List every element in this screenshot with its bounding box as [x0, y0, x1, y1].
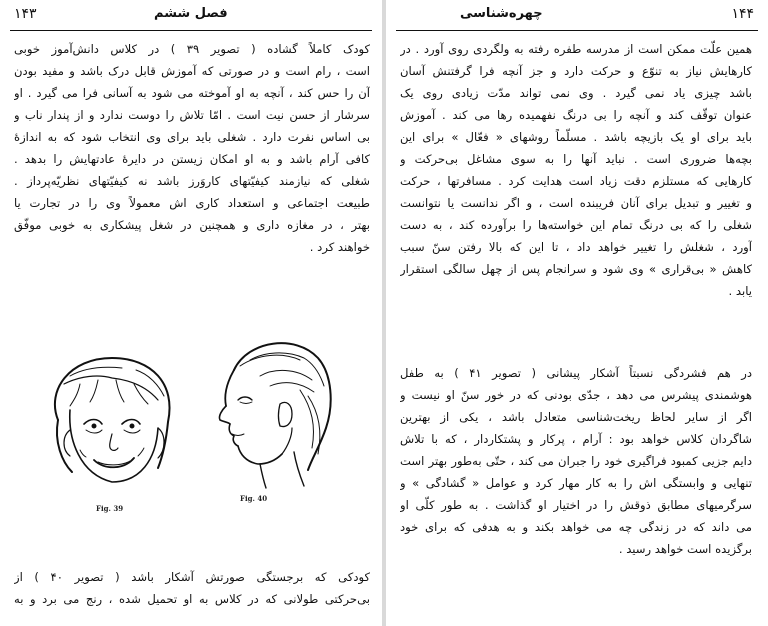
text-line: عنوان توقّف کند و آنچه را بی درنگ نفهمیده رها می کند . آموزش — [400, 108, 752, 122]
left-page-header — [14, 6, 368, 28]
text-line: شغلی را که بی درنگ تمام این خواسته‌ها را برآورده کند ، به دست — [400, 218, 752, 232]
text-line: بهتر ، در مغازه داری و همچنین در شغل پیشکاری به خوبی موفّق — [14, 218, 370, 232]
text-line: خواهند کرد . — [309, 240, 370, 254]
text-line: و تغییر و تبدیل برای آنان فریبنده است ، و اگر ندانست یا نتوانست — [400, 196, 752, 210]
child-face-front-illustration — [40, 350, 185, 500]
text-line: آورد ، شغلش را تغییر خواهد داد ، تا این که بالا رفتن سنّ سبب — [400, 240, 752, 254]
text-line: اگر از سایر لحاظ ریخت‌شناسی متعادل باشد ، یکی از بهترین — [400, 410, 752, 424]
right-paragraph-1 — [400, 38, 752, 302]
right-page — [386, 0, 768, 626]
text-line: کارهایی که مستلزم دقت زیاد است هدایت کرد . مسافرتها ، حرکت — [400, 174, 752, 188]
text-line: سرشار از حسن نیت است . امّا تلاش را دوست ندارد و از پندار ناب و — [14, 108, 370, 122]
text-line: طبیعت اجتماعی و استعداد کاری اش معمولاً وی را در تجارت یا — [14, 196, 370, 210]
text-line: شغلی که نیازمند کیفیّتهای کاروَرز باشد نه کیفیّتهای نظریّه‌پرداز . — [14, 174, 370, 188]
left-page — [0, 0, 382, 626]
right-running-head: چهره‌شناسی — [460, 6, 543, 21]
text-line: کافی آرام باشد و به او امکان زیستن در دایرهٔ عادتهایش را بدهد . — [14, 152, 370, 166]
text-line: کارهایش نیاز به تنوّع و حرکت دارد و جز آنچه فرا گرفتنش آسان — [400, 64, 752, 78]
left-running-head: فصل ششم — [154, 6, 228, 21]
text-line: دایم جزیی کمبود فراگیری خود را جبران می کند ، حتّی به‌طور بهتر است — [400, 454, 752, 468]
text-line: است ، رام است و در صورتی که آموزش قابل درک باشد و مفید بودن — [14, 64, 370, 78]
text-line: سرگرمیهای مطابق ذوقش را در اختیار او گذاشت . به طور کلّی او — [400, 498, 752, 512]
text-line: تنهایی و وابستگی اش را به کار مهار کرد و عوامل « گشادگی » و — [400, 476, 752, 490]
figure-39-child-face-drawing — [40, 350, 185, 500]
text-line: بی‌حرکتی طولانی که در کلاس به او تحمیل شده ، رنج می برد و به — [14, 592, 370, 606]
figure-40-caption: Fig. 40 — [240, 494, 268, 503]
right-page-number: ۱۴۴ — [731, 6, 754, 22]
text-line: هوشمندی پیشرس می دهد ، جدّی بودنی که در خور سنّ او نیست و — [400, 388, 752, 402]
text-line: برگزیده است خواهد رسید . — [618, 542, 752, 556]
child-face-profile-illustration — [200, 330, 340, 490]
text-line: کودکی که برجستگی صورتش آشکار باشد ( تصویر ۴۰ ) از — [14, 570, 370, 584]
text-line: در هم فشردگی نسبتاً آشکار پیشانی ( تصویر ۴۱ ) به طفل — [400, 366, 752, 380]
text-line: کاهش « بی‌قراری » وی شود و سرانجام پس از چهل سالگی استقرار — [400, 262, 752, 276]
text-line: یابد . — [728, 284, 752, 298]
left-paragraph-1 — [14, 38, 370, 258]
text-line: بی اساس نفرت دارد . شغلی باید برای وی انتخاب شود که به اندازهٔ — [14, 130, 370, 144]
left-page-number: ۱۴۳ — [14, 6, 37, 22]
text-line: می داند که در زندگی چه می خواهد بکند و به هدفی که برای خود — [400, 520, 752, 534]
text-line: آن را حس کند ، آنچه به او آموخته می شود به آسانی فرا می گیرد . او — [14, 86, 370, 100]
text-line: کودک کاملاً گشاده ( تصویر ۳۹ ) در کلاس دانش‌آموز خوبی — [14, 42, 370, 56]
right-paragraph-2 — [400, 362, 752, 560]
text-line: همین علّت ممکن است از مدرسه طفره رفته به ولگردی روی آورد . در — [400, 42, 752, 56]
right-header-rule — [396, 30, 758, 31]
figure-39-caption: Fig. 39 — [96, 504, 124, 513]
left-header-rule — [10, 30, 372, 31]
text-line: باید برای او یک بازیچه باشد . مسلّماً روشهای « فعّال » برای این — [400, 130, 752, 144]
text-line: شاگردان کلاس خواهد بود : آرام ، پرکار و پشتکاردار ، که با تلاش — [400, 432, 752, 446]
text-line: باشد چیزی یاد نمی گیرد . وی نمی تواند مدّت زیادی روی یک — [400, 86, 752, 100]
right-page-header — [400, 6, 754, 28]
figure-40-profile-face-drawing — [200, 330, 340, 490]
left-paragraph-2 — [14, 566, 370, 610]
text-line: بچه‌ها ضروری است . نباید آنها را به سوی مشاغل بی‌حرکت و — [400, 152, 752, 166]
